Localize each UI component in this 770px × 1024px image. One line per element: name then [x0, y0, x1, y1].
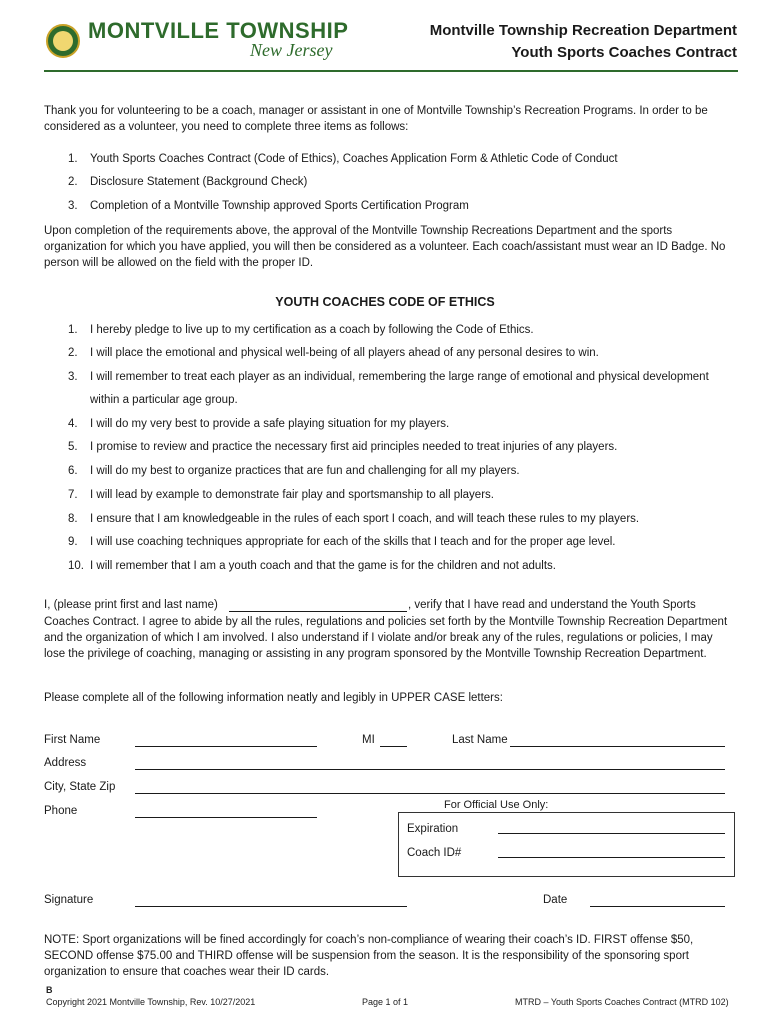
- ethics-item: I will remember that I am a youth coach and that the game is for the children and not adults.: [90, 560, 557, 572]
- intro-item: Completion of a Montville Township approved Sports Certification Program: [90, 200, 469, 212]
- date-label: Date: [543, 894, 568, 906]
- footer-form-id: MTRD – Youth Sports Coaches Contract (MTRD 102): [515, 997, 729, 1007]
- agreement-suffix: , verify that I have read and understand the Youth Sports: [408, 599, 696, 611]
- document-title: Youth Sports Coaches Contract: [511, 44, 737, 61]
- department-title: Montville Township Recreation Department: [429, 22, 737, 39]
- expiration-label: Expiration: [407, 823, 459, 835]
- ethics-item: I will do my very best to provide a safe playing situation for my players.: [90, 418, 450, 430]
- mi-label: MI: [362, 734, 375, 746]
- intro-item: Disclosure Statement (Background Check): [90, 176, 308, 188]
- last-name-label: Last Name: [452, 734, 508, 746]
- ethics-item: I will do my best to organize practices that are fun and challenging for all my players.: [90, 465, 520, 477]
- ethics-number: 1.: [68, 324, 78, 336]
- agreement-paragraph: Coaches Contract. I agree to abide by all the rules, regulations and policies set forth by the Montville Township Recreation Department and the organization of which I am involved. I also understand if I violate and/or break any of the rules, regulations or policies, I may lose the privilege of coaching, managing or assisting in any program sponsored by the Montville Township Recreation Department.: [44, 616, 728, 660]
- date-field[interactable]: [590, 906, 725, 907]
- ethics-number: 9.: [68, 536, 78, 548]
- ethics-item: I will remember to treat each player as an individual, remembering the large range of emotional and physical development: [90, 371, 709, 383]
- coach-id-label: Coach ID#: [407, 847, 462, 859]
- official-use-title: For Official Use Only:: [444, 799, 549, 811]
- intro-number: 1.: [68, 153, 78, 165]
- ethics-number: 2.: [68, 347, 78, 359]
- ethics-item: I ensure that I am knowledgeable in the rules of each sport I coach, and will teach these rules to my players.: [90, 513, 640, 525]
- intro-number: 3.: [68, 200, 78, 212]
- mi-field[interactable]: [380, 746, 407, 747]
- instruction-text: Please complete all of the following information neatly and legibly in UPPER CASE letters:: [44, 692, 503, 704]
- phone-field[interactable]: [135, 817, 317, 818]
- ethics-number: 4.: [68, 418, 78, 430]
- first-name-label: First Name: [44, 734, 101, 746]
- header-divider: [44, 70, 738, 72]
- requirements-paragraph: Upon completion of the requirements above, the approval of the Montville Township Recreations Department and the sports organization for which you have applied, you will then be considered as a volunteer. Each coach/assistant must wear an ID Badge. No person will be allowed on the field with the proper ID.: [44, 225, 726, 269]
- ethics-heading: YOUTH COACHES CODE OF ETHICS: [275, 295, 495, 309]
- footer-copyright: Copyright 2021 Montville Township, Rev. 10/27/2021: [46, 997, 256, 1007]
- ethics-item-continued: within a particular age group.: [90, 394, 238, 406]
- township-seal-icon: [46, 24, 80, 58]
- phone-label: Phone: [44, 805, 78, 817]
- footer-page-number: Page 1 of 1: [362, 997, 409, 1007]
- ethics-number: 10.: [68, 560, 84, 572]
- ethics-number: 8.: [68, 513, 78, 525]
- ethics-item: I will lead by example to demonstrate fair play and sportsmanship to all players.: [90, 489, 494, 501]
- ethics-item: I will use coaching techniques appropriate for each of the skills that I teach and for the proper age level.: [90, 536, 616, 548]
- footer-mark: B: [46, 985, 53, 995]
- address-field[interactable]: [135, 769, 725, 770]
- official-use-box: [398, 812, 735, 877]
- intro-paragraph: Thank you for volunteering to be a coach, manager or assistant in one of Montville Township’s Recreation Programs. In order to be considered as a volunteer, you need to complete three items as follows:: [44, 105, 708, 133]
- last-name-field[interactable]: [510, 746, 725, 747]
- coach-id-field[interactable]: [498, 857, 725, 858]
- city-state-zip-field[interactable]: [135, 793, 725, 794]
- ethics-item: I will place the emotional and physical well-being of all players ahead of any personal desires to win.: [90, 347, 599, 359]
- ethics-item: I promise to review and practice the necessary first aid principles needed to treat injuries of any players.: [90, 441, 618, 453]
- signature-field[interactable]: [135, 906, 407, 907]
- first-name-field[interactable]: [135, 746, 317, 747]
- agreement-prefix: I, (please print first and last name): [44, 599, 218, 611]
- logo-title: MONTVILLE TOWNSHIP: [88, 18, 349, 43]
- ethics-number: 6.: [68, 465, 78, 477]
- ethics-number: 7.: [68, 489, 78, 501]
- signature-label: Signature: [44, 894, 94, 906]
- logo-subtitle: New Jersey: [250, 40, 333, 60]
- printed-name-line[interactable]: [229, 611, 407, 612]
- city-state-zip-label: City, State Zip: [44, 781, 116, 793]
- expiration-field[interactable]: [498, 833, 725, 834]
- address-label: Address: [44, 757, 87, 769]
- ethics-item: I hereby pledge to live up to my certification as a coach by following the Code of Ethics.: [90, 324, 534, 336]
- ethics-number: 5.: [68, 441, 78, 453]
- ethics-number: 3.: [68, 371, 78, 383]
- note-paragraph: NOTE: Sport organizations will be fined accordingly for coach’s non-compliance of wearing their coach’s ID. FIRST offense $50, SECOND offense $75.00 and THIRD offense will be suspension from the season. It is the responsibility of the sponsoring sport organization to ensure that coaches wear their ID cards.: [44, 934, 694, 978]
- intro-number: 2.: [68, 176, 78, 188]
- intro-item: Youth Sports Coaches Contract (Code of Ethics), Coaches Application Form & Athletic Code of Conduct: [90, 153, 618, 165]
